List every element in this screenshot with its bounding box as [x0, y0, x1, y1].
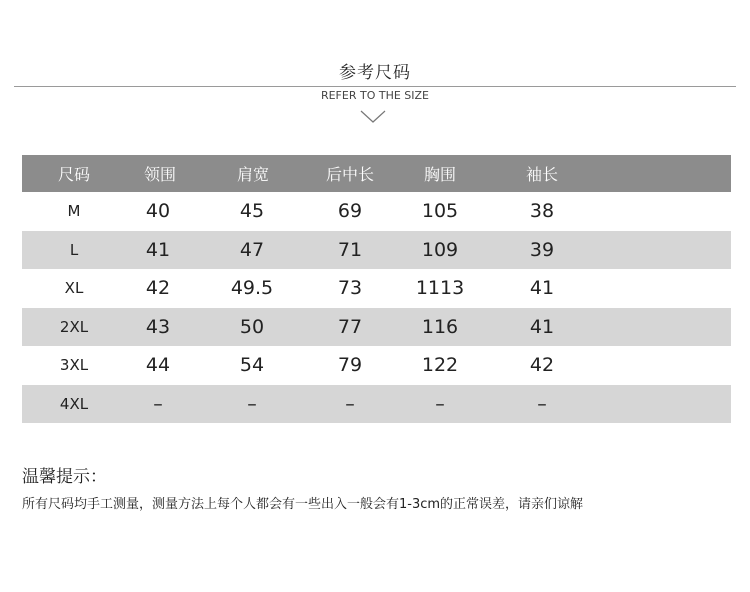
cell-back-length: 77: [337, 315, 363, 338]
table-row: [22, 346, 731, 385]
table-row: [22, 192, 731, 231]
cell-shoulder: –: [247, 392, 257, 415]
cell-collar: 42: [145, 277, 171, 300]
table-row: [22, 308, 731, 347]
chevron-down-icon: [360, 110, 386, 124]
cell-shoulder: 50: [239, 315, 265, 338]
cell-shoulder: 45: [239, 200, 265, 223]
cell-sleeve: 38: [529, 200, 555, 223]
cell-sleeve: 42: [529, 354, 555, 377]
cell-shoulder: 54: [239, 354, 265, 377]
cell-size: L: [69, 240, 79, 259]
cell-size: XL: [64, 279, 84, 298]
cell-sleeve: 41: [529, 277, 555, 300]
header-size: 尺码: [57, 165, 90, 184]
cell-sleeve: 39: [529, 238, 555, 261]
header-collar: 领围: [143, 165, 176, 184]
note-title: 温馨提示：: [22, 467, 107, 487]
cell-chest: –: [435, 392, 445, 415]
cell-collar: 43: [145, 315, 171, 338]
cell-sleeve: 41: [529, 315, 555, 338]
header-chest: 胸围: [423, 165, 456, 184]
size-chart-subtitle: REFER TO THE SIZE: [320, 89, 430, 102]
cell-chest: 1113: [415, 277, 465, 300]
cell-back-length: –: [345, 392, 355, 415]
table-header-row: [22, 155, 731, 192]
header-back-length: 后中长: [325, 165, 374, 184]
size-table: [22, 155, 731, 423]
note-text: 所有尺码均手工测量，测量方法上每个人都会有一些出入一般会有1-3cm的正常误差，请亲们谅解: [22, 497, 584, 512]
cell-back-length: 71: [337, 238, 363, 261]
cell-size: 2XL: [59, 317, 89, 336]
cell-collar: 40: [145, 200, 171, 223]
cell-shoulder: 47: [239, 238, 265, 261]
cell-chest: 109: [421, 238, 459, 261]
cell-shoulder: 49.5: [230, 277, 274, 300]
table-row: [22, 385, 731, 424]
cell-chest: 105: [421, 200, 459, 223]
cell-collar: 41: [145, 238, 171, 261]
title-divider: [14, 86, 736, 87]
cell-back-length: 69: [337, 200, 363, 223]
header-shoulder: 肩宽: [236, 165, 269, 184]
table-row: [22, 231, 731, 270]
cell-chest: 122: [421, 354, 459, 377]
size-chart-title: 参考尺码: [339, 63, 411, 83]
cell-size: 3XL: [59, 356, 89, 375]
table-row: [22, 269, 731, 308]
header-sleeve: 袖长: [525, 165, 558, 184]
cell-size: M: [67, 202, 81, 221]
cell-sleeve: –: [537, 392, 547, 415]
cell-chest: 116: [421, 315, 459, 338]
cell-back-length: 79: [337, 354, 363, 377]
cell-collar: –: [153, 392, 163, 415]
cell-size: 4XL: [59, 394, 89, 413]
cell-collar: 44: [145, 354, 171, 377]
cell-back-length: 73: [337, 277, 363, 300]
